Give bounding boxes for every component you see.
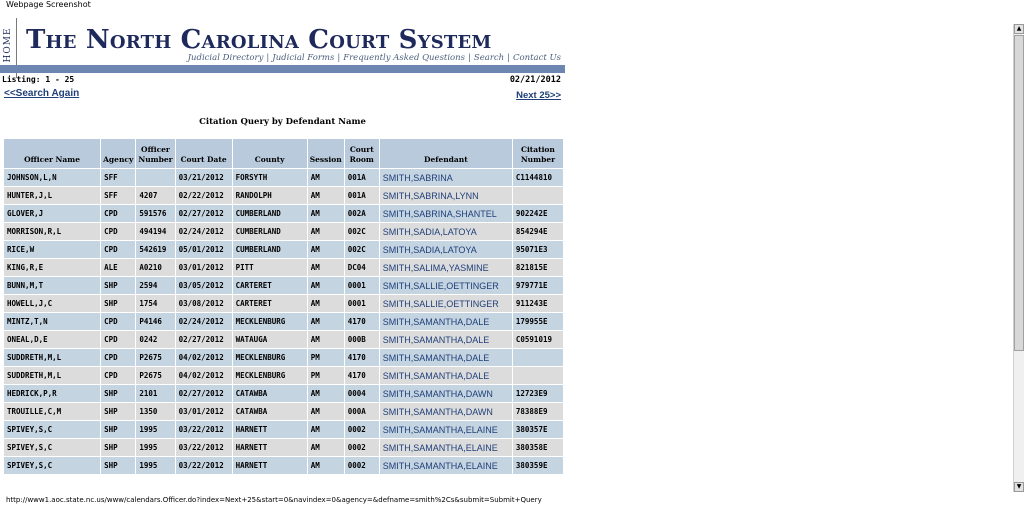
session-cell: AM [308,313,344,330]
citation-number-cell: 12723E9 [513,385,563,402]
county-cell: FORSYTH [233,169,307,186]
agency-cell: CPD [101,241,135,258]
table-row [4,241,563,258]
officer-number-cell: A0210 [136,259,174,276]
officer-number-cell: 1754 [136,295,174,312]
court-room-cell: 000A [345,403,379,420]
county-cell: MECKLENBURG [233,367,307,384]
table-row [4,277,563,294]
nav-separator: | [266,53,270,63]
county-cell: MECKLENBURG [233,313,307,330]
search-again-link[interactable]: <<Search Again [4,88,80,99]
court-date-cell: 03/22/2012 [176,439,232,456]
county-cell: CATAWBA [233,385,307,402]
county-cell: CUMBERLAND [233,223,307,240]
court-date-cell: 04/02/2012 [176,349,232,366]
court-room-cell: 4170 [345,313,379,330]
officer-name-cell: JOHNSON,L,N [4,169,100,186]
court-room-cell: 002C [345,241,379,258]
court-room-cell: 4170 [345,367,379,384]
defendant-link[interactable]: SMITH,SAMANTHA,DALE [380,367,512,384]
officer-number-cell: P2675 [136,349,174,366]
agency-cell: SHP [101,295,135,312]
court-date-cell: 02/24/2012 [176,313,232,330]
county-cell: CUMBERLAND [233,205,307,222]
officer-name-cell: BUNN,M,T [4,277,100,294]
session-cell: AM [308,385,344,402]
defendant-link[interactable]: SMITH,SAMANTHA,ELAINE [380,457,512,474]
table-row [4,403,563,420]
court-date-cell: 02/27/2012 [176,205,232,222]
officer-number-cell: 4207 [136,187,174,204]
court-room-cell: 0002 [345,439,379,456]
column-header: Court Room [345,139,379,168]
citation-number-cell: 821815E [513,259,563,276]
nav-separator: | [337,53,341,63]
site-title[interactable]: The North Carolina Court System [26,25,492,55]
scroll-up-icon[interactable]: ▲ [1014,24,1024,34]
defendant-link[interactable]: SMITH,SABRINA,LYNN [380,187,512,204]
officer-number-cell: 2594 [136,277,174,294]
court-room-cell: 002C [345,223,379,240]
session-cell: AM [308,457,344,474]
citation-table [3,138,564,475]
session-cell: AM [308,241,344,258]
officer-name-cell: HEDRICK,P,R [4,385,100,402]
table-row [4,223,563,240]
session-cell: AM [308,277,344,294]
agency-cell: SFF [101,187,135,204]
court-room-cell: 001A [345,187,379,204]
nav-faq[interactable]: Frequently Asked Questions [343,53,466,63]
court-room-cell: 0001 [345,277,379,294]
agency-cell: SFF [101,169,135,186]
defendant-link[interactable]: SMITH,SAMANTHA,ELAINE [380,439,512,456]
listing-date: 02/21/2012 [509,75,561,85]
officer-name-cell: HUNTER,J,L [4,187,100,204]
officer-name-cell: HOWELL,J,C [4,295,100,312]
defendant-link[interactable]: SMITH,SALLIE,OETTINGER [380,295,512,312]
vertical-scrollbar[interactable] [1013,24,1024,492]
table-row [4,385,563,402]
officer-name-cell: SPIVEY,S,C [4,439,100,456]
window-title: Webpage Screenshot [6,0,91,9]
officer-number-cell: 1995 [136,421,174,438]
court-room-cell: 0002 [345,457,379,474]
scroll-down-icon[interactable]: ▼ [1014,482,1024,492]
officer-name-cell: SUDDRETH,M,L [4,367,100,384]
table-row [4,367,563,384]
officer-number-cell: 542619 [136,241,174,258]
officer-number-cell: 494194 [136,223,174,240]
table-row [4,205,563,222]
session-cell: AM [308,187,344,204]
table-row [4,439,563,456]
court-date-cell: 03/21/2012 [176,169,232,186]
table-header-row [4,139,563,168]
session-cell: AM [308,223,344,240]
session-cell: AM [308,421,344,438]
court-date-cell: 03/22/2012 [176,457,232,474]
nav-search[interactable]: Search [473,53,505,63]
agency-cell: CPD [101,223,135,240]
defendant-link[interactable]: SMITH,SABRINA [380,169,512,186]
citation-number-cell [513,367,563,384]
county-cell: CUMBERLAND [233,241,307,258]
defendant-link[interactable]: SMITH,SAMANTHA,DALE [380,313,512,330]
column-header: Officer Name [4,139,100,168]
court-room-cell: 000B [345,331,379,348]
citation-number-cell [513,187,563,204]
county-cell: CARTERET [233,277,307,294]
nav-contact-us[interactable]: Contact Us [513,53,561,63]
officer-name-cell: KING,R,E [4,259,100,276]
defendant-link[interactable]: SMITH,SAMANTHA,DALE [380,349,512,366]
citation-number-cell: 902242E [513,205,563,222]
officer-name-cell: MINTZ,T,N [4,313,100,330]
court-date-cell: 03/22/2012 [176,421,232,438]
defendant-link[interactable]: SMITH,SADIA,LATOYA [380,223,512,240]
session-cell: AM [308,205,344,222]
citation-number-cell: 78388E9 [513,403,563,420]
defendant-link[interactable]: SMITH,SAMANTHA,DALE [380,331,512,348]
table-row [4,313,563,330]
court-date-cell: 02/27/2012 [176,385,232,402]
officer-name-cell: GLOVER,J [4,205,100,222]
nav-judicial-forms[interactable]: Judicial Forms [272,53,335,63]
session-cell: AM [308,295,344,312]
agency-cell: SHP [101,421,135,438]
table-row [4,331,563,348]
agency-cell: SHP [101,385,135,402]
agency-cell: CPD [101,205,135,222]
citation-number-cell: 380359E [513,457,563,474]
county-cell: HARNETT [233,439,307,456]
defendant-link[interactable]: SMITH,SAMANTHA,DAWN [380,385,512,402]
officer-name-cell: RICE,W [4,241,100,258]
court-date-cell: 03/08/2012 [176,295,232,312]
court-date-cell: 02/27/2012 [176,331,232,348]
agency-cell: SHP [101,457,135,474]
citation-number-cell: 179955E [513,313,563,330]
court-room-cell: DC04 [345,259,379,276]
agency-cell: CPD [101,331,135,348]
county-cell: WATAUGA [233,331,307,348]
status-bar-url: http://www1.aoc.state.nc.us/www/calendars.Officer.do?index=Next+25&start=0&navindex=0&agency=&defname=smith%2Cs&submit=Submit+Query [6,496,542,504]
court-date-cell: 02/22/2012 [176,187,232,204]
officer-number-cell: P4146 [136,313,174,330]
officer-name-cell: SUDDRETH,M,L [4,349,100,366]
next-page-link[interactable]: Next 25>> [516,90,561,101]
page-content [0,12,565,492]
officer-number-cell [136,169,174,186]
court-room-cell: 0001 [345,295,379,312]
officer-number-cell: 591576 [136,205,174,222]
column-header: Defendant [380,139,512,168]
column-header: Court Date [176,139,232,168]
citation-number-cell: C1144810 [513,169,563,186]
defendant-link[interactable]: SMITH,SALLIE,OETTINGER [380,277,512,294]
agency-cell: CPD [101,349,135,366]
table-row [4,259,563,276]
defendant-link[interactable]: SMITH,SADIA,LATOYA [380,241,512,258]
nav-separator: | [507,53,511,63]
scrollbar-thumb[interactable] [1014,35,1024,351]
court-date-cell: 03/01/2012 [176,403,232,420]
session-cell: AM [308,169,344,186]
header-band [0,65,565,73]
court-date-cell: 03/01/2012 [176,259,232,276]
session-cell: PM [308,367,344,384]
county-cell: RANDOLPH [233,187,307,204]
table-row [4,295,563,312]
session-cell: PM [308,349,344,366]
agency-cell: CPD [101,367,135,384]
nav-separator: | [468,53,471,63]
session-cell: AM [308,403,344,420]
table-row [4,169,563,186]
officer-name-cell: SPIVEY,S,C [4,421,100,438]
court-date-cell: 03/05/2012 [176,277,232,294]
agency-cell: CPD [101,313,135,330]
table-row [4,187,563,204]
session-cell: AM [308,259,344,276]
agency-cell: SHP [101,403,135,420]
officer-number-cell: 2101 [136,385,174,402]
officer-name-cell: MORRISON,R,L [4,223,100,240]
county-cell: HARNETT [233,421,307,438]
agency-cell: ALE [101,259,135,276]
court-room-cell: 001A [345,169,379,186]
citation-number-cell: 979771E [513,277,563,294]
citation-number-cell: 854294E [513,223,563,240]
officer-name-cell: ONEAL,D,E [4,331,100,348]
column-header: County [233,139,307,168]
defendant-link[interactable]: SMITH,SABRINA,SHANTEL [380,205,512,222]
defendant-link[interactable]: SMITH,SALIMA,YASMINE [380,259,512,276]
citation-number-cell: 380357E [513,421,563,438]
citation-number-cell [513,349,563,366]
officer-name-cell: TROUILLE,C,M [4,403,100,420]
column-header: Officer Number [136,139,174,168]
defendant-link[interactable]: SMITH,SAMANTHA,ELAINE [380,421,512,438]
county-cell: HARNETT [233,457,307,474]
citation-number-cell: C0591019 [513,331,563,348]
county-cell: MECKLENBURG [233,349,307,366]
citation-number-cell: 380358E [513,439,563,456]
officer-number-cell: P2675 [136,367,174,384]
column-header: Agency [101,139,135,168]
column-header: Session [308,139,344,168]
session-cell: AM [308,439,344,456]
session-cell: AM [308,331,344,348]
county-cell: CARTERET [233,295,307,312]
court-date-cell: 04/02/2012 [176,367,232,384]
court-room-cell: 002A [345,205,379,222]
home-tab-label: HOME [3,27,13,63]
court-room-cell: 0004 [345,385,379,402]
officer-name-cell: SPIVEY,S,C [4,457,100,474]
court-date-cell: 02/24/2012 [176,223,232,240]
top-navigation [188,53,561,63]
officer-number-cell: 1995 [136,439,174,456]
table-row [4,457,563,474]
table-row [4,349,563,366]
officer-number-cell: 1995 [136,457,174,474]
agency-cell: SHP [101,439,135,456]
county-cell: PITT [233,259,307,276]
column-header: Citation Number [513,139,563,168]
court-date-cell: 05/01/2012 [176,241,232,258]
table-caption: Citation Query by Defendant Name [199,117,366,127]
court-room-cell: 4170 [345,349,379,366]
court-room-cell: 0002 [345,421,379,438]
officer-number-cell: 0242 [136,331,174,348]
defendant-link[interactable]: SMITH,SAMANTHA,DAWN [380,403,512,420]
nav-judicial-directory[interactable]: Judicial Directory [187,53,264,63]
table-row [4,421,563,438]
agency-cell: SHP [101,277,135,294]
county-cell: CATAWBA [233,403,307,420]
citation-number-cell: 911243E [513,295,563,312]
officer-number-cell: 1350 [136,403,174,420]
citation-number-cell: 95071E3 [513,241,563,258]
listing-range: Listing: 1 - 25 [2,75,75,84]
